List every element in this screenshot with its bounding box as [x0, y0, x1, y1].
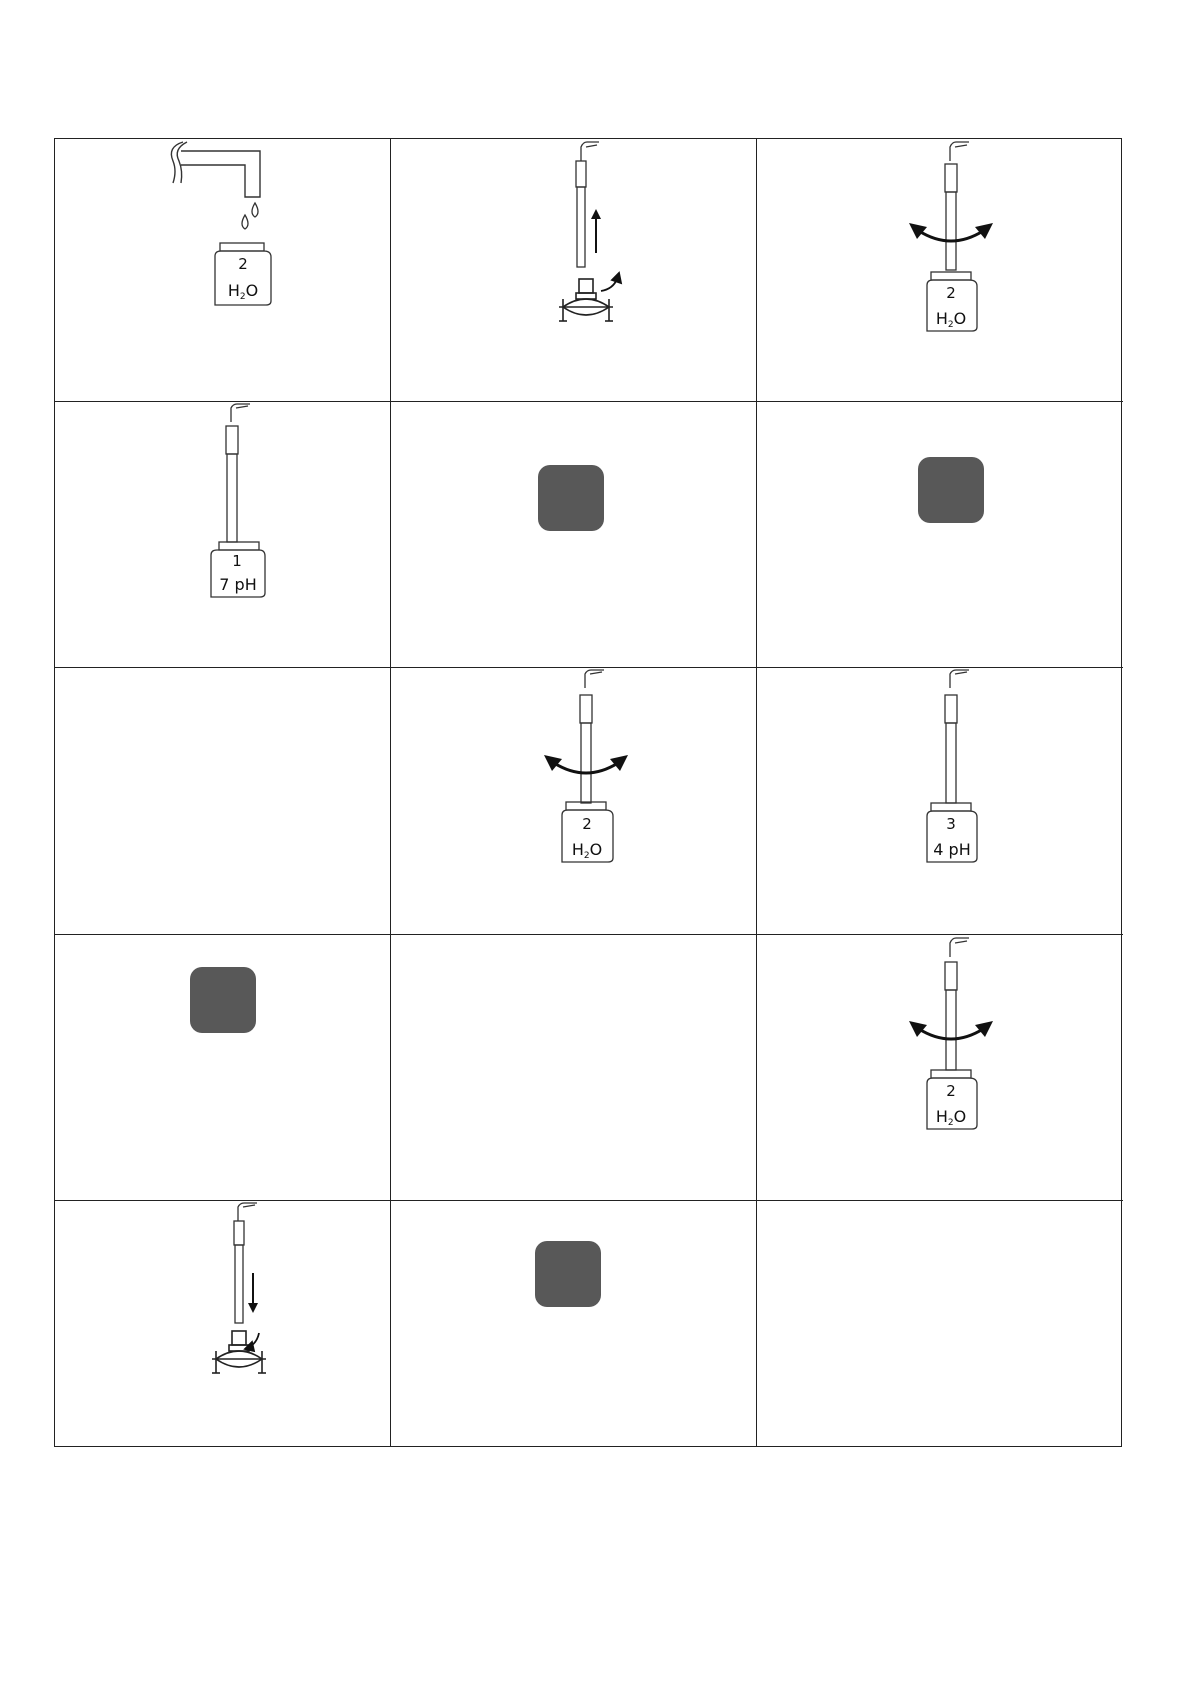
probe-icon: [226, 404, 250, 542]
faucet-icon: [171, 142, 260, 197]
probe-icon: [945, 670, 969, 803]
cell-r2c2: [391, 402, 757, 668]
procedure-grid: [54, 138, 1122, 1447]
bottle-label: H2O: [571, 840, 603, 861]
cell-r1c1: [55, 139, 391, 402]
cell-r1c2: [391, 139, 757, 402]
arrow-down-icon: [248, 1273, 258, 1313]
arrow-up-icon: [591, 209, 601, 253]
water-drops-icon: [242, 203, 258, 229]
curved-arrow-icon: [245, 1333, 259, 1351]
bottle-label: 4 pH: [933, 840, 971, 859]
bottle-label: H2O: [935, 1107, 967, 1128]
faucet-rinse-illustration: [55, 139, 391, 402]
meter-key-icon: [538, 465, 604, 531]
bottle-number: 2: [582, 815, 592, 833]
meter-key-icon: [918, 457, 984, 523]
probe-swirl-rinse-illustration: [757, 139, 1123, 402]
probe-icon: [945, 142, 969, 270]
cell-r3c3: [757, 668, 1123, 935]
cell-r3c1: [55, 668, 391, 935]
swirl-arrow-icon: [909, 1021, 993, 1039]
bottle-number: 2: [946, 1082, 956, 1100]
probe-swirl-rinse-illustration: [757, 935, 1123, 1201]
swirl-arrow-icon: [909, 223, 993, 241]
swirl-arrow-icon: [544, 755, 628, 773]
pipe-fitting-icon: [559, 279, 613, 321]
bottle-number: 1: [232, 552, 242, 570]
cell-r2c1: [55, 402, 391, 668]
probe-swirl-rinse-illustration: [391, 668, 757, 935]
cell-r4c3: [757, 935, 1123, 1201]
bottle-label: H2O: [227, 281, 259, 302]
probe-in-buffer-illustration: [55, 402, 391, 668]
cell-r3c2: [391, 668, 757, 935]
bottle-label: 7 pH: [219, 575, 257, 594]
cell-r5c1: [55, 1201, 391, 1446]
probe-removal-illustration: [391, 139, 757, 402]
bottle-number: 2: [946, 284, 956, 302]
curved-arrow-icon: [601, 273, 621, 291]
cell-r5c2: [391, 1201, 757, 1446]
meter-key-icon: [190, 967, 256, 1033]
probe-icon: [580, 670, 604, 803]
bottle-number: 3: [946, 815, 956, 833]
cell-r4c2: [391, 935, 757, 1201]
probe-in-buffer-illustration: [757, 668, 1123, 935]
cell-r1c3: [757, 139, 1123, 402]
bottle-label: H2O: [935, 309, 967, 330]
meter-key-icon: [535, 1241, 601, 1307]
cell-r5c3: [757, 1201, 1123, 1446]
cell-r2c3: [757, 402, 1123, 668]
cell-r4c1: [55, 935, 391, 1201]
probe-insertion-illustration: [55, 1201, 391, 1446]
bottle-number: 2: [238, 255, 248, 273]
probe-icon: [945, 938, 969, 1070]
